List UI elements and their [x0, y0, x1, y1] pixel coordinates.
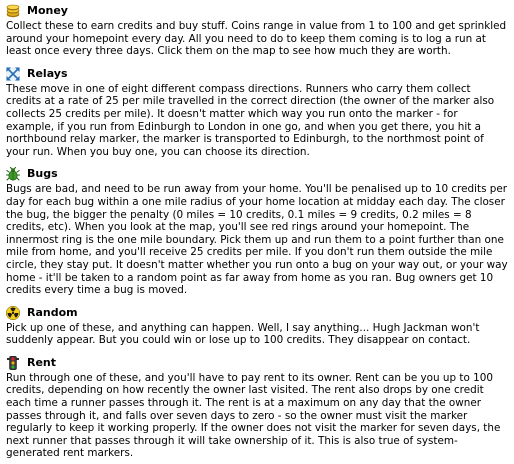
traffic-light-icon — [6, 356, 20, 370]
section-text: Collect these to earn credits and buy stuff. Coins range in value from 1 to 100 and get sprinkled around your homepoint every day. All you need to do to keep them coming is to log a run at least once every three days. Click them on the map to see how much they are worth. — [6, 20, 507, 58]
section-title: Bugs — [27, 167, 58, 181]
radiation-icon — [6, 306, 20, 320]
section-rent — [6, 355, 508, 460]
coin-stack-icon — [6, 4, 20, 18]
section-header — [6, 66, 508, 82]
bug-icon — [6, 167, 20, 181]
section-text: Bugs are bad, and need to be run away from your home. You'll be penalised up to 10 credits per day for each bug within a one mile radius of your home location at midday each day. The closer the bug, the bigger the penalty (0 miles = 10 credits, 0.1 miles = 9 credits, 0.2 miles = 8 credits, etc). When you look at the map, you'll see red rings around your homepoint. The innermost ring is the one mile boundary. Pick them up and run them to a point further than one mile from home, and you'll receive 25 credits per mile. If you don't run them outside the mile circle, they stay put. It doesn't matter whether you run onto a bug on your way out, or your way home - it'll be taken to a random point as far away from home as you ran. Bug owners get 10 credits every time a bug is moved. — [6, 183, 508, 297]
section-title: Relays — [27, 66, 68, 80]
section-header — [6, 305, 508, 321]
section-header — [6, 166, 508, 182]
section-random — [6, 305, 508, 347]
section-title: Random — [27, 305, 78, 319]
section-money — [6, 3, 508, 58]
relay-arrows-icon — [6, 67, 20, 81]
section-title: Money — [27, 4, 68, 17]
section-text: Pick up one of these, and anything can happen. Well, I say anything... Hugh Jackman won't suddenly appear. But you could win or lose up to 100 credits. They disappear on contact. — [6, 321, 480, 347]
section-text: These move in one of eight different compass directions. Runners who carry them collect credits at a rate of 25 per mile travelled in the correct direction (the owner of the marker also collects 25 credits per mile). It doesn't matter which way you run onto the marker - for example, if you run from Edinburgh to London in one go, and when you get there, you hit a northbound relay marker, the marker is transported to Edinburgh, to the northmost point of your run. When you buy one, you can choose its direction. — [6, 82, 495, 158]
section-relays — [6, 66, 508, 159]
section-text: Run through one of these, and you'll have to pay rent to its owner. Rent can be you up to 100 credits, depending on how recently the owner last visited. The rent also drops by one credit each time a runner passes through it. The rent is at a maximum on any day that the owner passes through it, and falls over seven days to zero - so the owner must visit the marker regularly to keep it working properly. If the owner does not visit the marker for seven days, the next runner that passes through it will take ownership of it. This is also true of system-generated rent markers. — [6, 371, 501, 460]
section-title: Rent — [27, 355, 57, 369]
section-header — [6, 355, 508, 371]
section-header — [6, 3, 508, 19]
section-bugs — [6, 166, 508, 296]
